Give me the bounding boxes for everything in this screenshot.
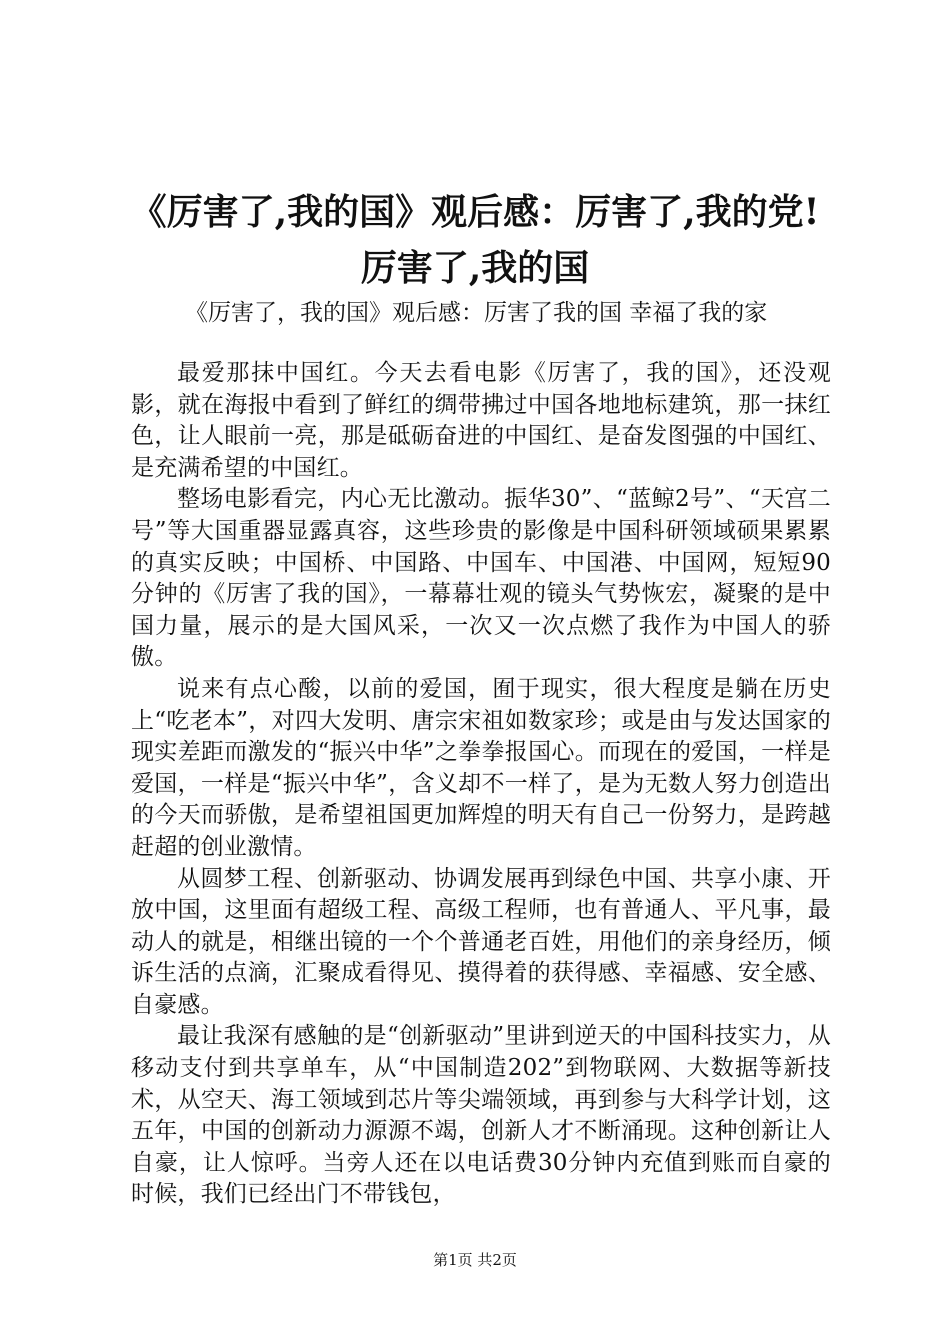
document-title-line-1: 《厉害了,我的国》观后感：厉害了,我的党! <box>130 191 820 233</box>
body-paragraph-5: 最让我深有感触的是“创新驱动”里讲到逆天的中国科技实力，从移动支付到共享单车，从“中国制造202”到物联网、大数据等新技术，从空天、海工领域到芯片等尖端领域，再到参与大科学计划，这五年，中国的创新动力源源不竭，创新人才不断涌现。这种创新让人自豪，让人惊呼。当旁人还在以电话费30分钟内充值到账而自豪的时候，我们已经出门不带钱包， <box>131 1023 831 1208</box>
document-title-line-2: 厉害了,我的国 <box>360 247 590 289</box>
body-paragraph-4: 从圆梦工程、创新驱动、协调发展再到绿色中国、共享小康、开放中国，这里面有超级工程、高级工程师，也有普通人、平凡事，最动人的就是，相继出镜的一个个普通老百姓，用他们的亲身经历，倾诉生活的点滴，汇聚成看得见、摸得着的获得感、幸福感、安全感、自豪感。 <box>131 865 831 1018</box>
body-paragraph-2: 整场电影看完，内心无比激动。振华30”、“蓝鲸2号”、“天宫二号”等大国重器显露真容，这些珍贵的影像是中国科研领域硕果累累的真实反映；中国桥、中国路、中国车、中国港、中国网，短短90分钟的《厉害了我的国》，一幕幕壮观的镜头气势恢宏，凝聚的是中国力量，展示的是大国风采，一次又一次点燃了我作为中国人的骄傲。 <box>131 486 831 671</box>
document-body <box>131 358 831 1211</box>
body-paragraph-1: 最爱那抹中国红。今天去看电影《厉害了，我的国》，还没观影，就在海报中看到了鲜红的绸带拂过中国各地地标建筑，那一抹红色，让人眼前一亮，那是砥砺奋进的中国红、是奋发图强的中国红、是充满希望的中国红。 <box>131 360 831 481</box>
body-paragraph-3: 说来有点心酸，以前的爱国，囿于现实，很大程度是躺在历史上“吃老本”，对四大发明、唐宗宋祖如数家珍；或是由与发达国家的现实差距而激发的“振兴中华”之拳拳报国心。而现在的爱国，一样是爱国，一样是“振兴中华”，含义却不一样了，是为无数人努力创造出的今天而骄傲，是希望祖国更加辉煌的明天有自己一份努力，是跨越赶超的创业激情。 <box>131 675 831 860</box>
document-subtitle: 《厉害了，我的国》观后感：厉害了我的国 幸福了我的家 <box>185 300 768 326</box>
page-number-footer: 第1页 共2页 <box>433 1251 517 1269</box>
